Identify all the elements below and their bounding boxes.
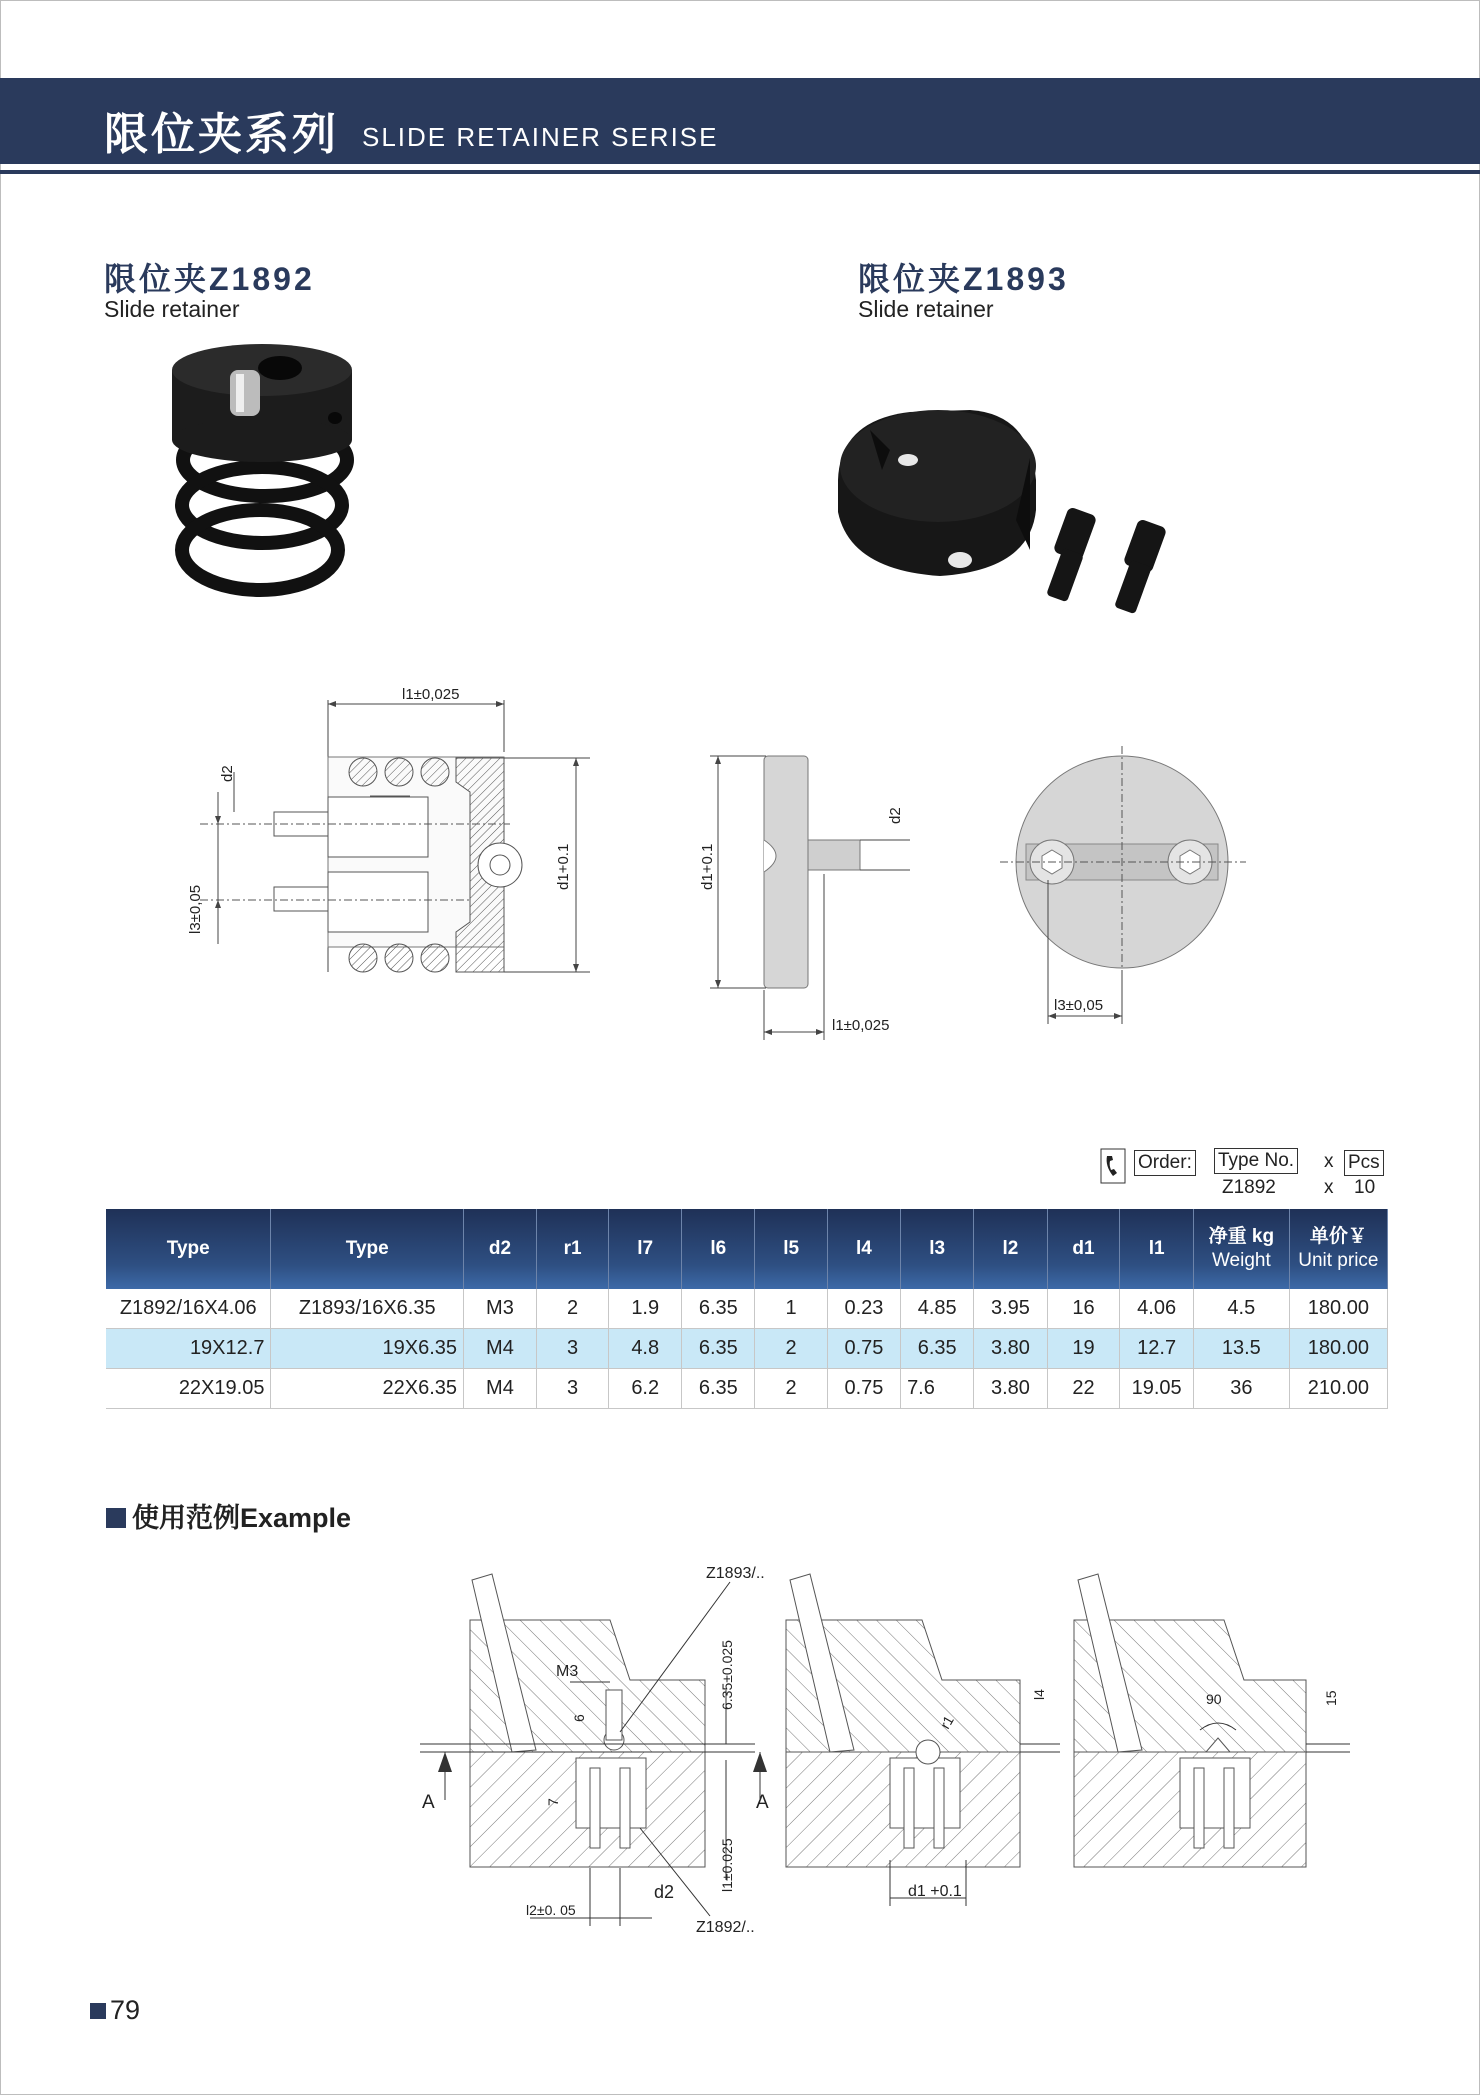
table-row — [106, 1329, 1388, 1369]
product-subtitle-z1892: Slide retainer — [104, 296, 240, 322]
label-d2-side: d2 — [887, 807, 904, 824]
example-assembly-2 — [786, 1574, 1060, 1906]
table-cell: 6.35 — [682, 1289, 755, 1329]
table-cell: 6.2 — [609, 1369, 682, 1409]
label-section-a-left: A — [422, 1792, 435, 1813]
table-cell: 19.05 — [1120, 1369, 1194, 1409]
label-l1-side: l1±0,025 — [832, 1017, 890, 1034]
table-cell: 4.8 — [609, 1329, 682, 1369]
example-assembly-1 — [420, 1574, 755, 1867]
table-row — [106, 1369, 1388, 1409]
example-drawing — [420, 1560, 1360, 1940]
label-l3: l3±0,05 — [187, 884, 204, 934]
label-m3: M3 — [556, 1663, 579, 1680]
label-d1-example: d1 +0.1 — [908, 1883, 962, 1900]
label-seven: 7 — [545, 1798, 561, 1806]
table-cell: 3.95 — [974, 1289, 1047, 1329]
table-cell: 3 — [536, 1329, 608, 1369]
technical-drawing-z1893-top — [990, 740, 1270, 1030]
table-cell: 3.80 — [974, 1369, 1047, 1409]
col-l6: l6 — [682, 1209, 755, 1289]
table-cell: 6.35 — [682, 1369, 755, 1409]
col-l2: l2 — [974, 1209, 1047, 1289]
example-heading: 使用范例Example — [106, 1496, 351, 1535]
col-type-z1892: Type — [106, 1209, 271, 1289]
page-title: 限位夹系列 — [104, 110, 339, 159]
order-type-no-value: Z1892 — [1222, 1177, 1276, 1198]
spec-table — [106, 1209, 1388, 1409]
label-r1: r1 — [936, 1712, 957, 1732]
table-cell: 3 — [536, 1369, 608, 1409]
col-d1: d1 — [1047, 1209, 1120, 1289]
product-photo-z1893 — [830, 400, 1210, 620]
label-d1: d1+0.1 — [555, 843, 572, 890]
table-cell: 19X6.35 — [271, 1329, 464, 1369]
header-rule — [0, 170, 1480, 174]
label-l3-top: l3±0,05 — [1054, 997, 1104, 1014]
table-cell: 36 — [1193, 1369, 1289, 1409]
order-times: x — [1324, 1151, 1334, 1172]
table-cell: 22X6.35 — [271, 1369, 464, 1409]
table-cell: Z1892/16X4.06 — [106, 1289, 271, 1329]
table-row — [106, 1289, 1388, 1329]
order-label: Order: — [1134, 1150, 1196, 1176]
table-cell: 1.9 — [609, 1289, 682, 1329]
col-unit-price: 单价￥ Unit price — [1289, 1209, 1387, 1289]
table-cell: Z1893/16X6.35 — [271, 1289, 464, 1329]
table-cell: 19 — [1047, 1329, 1120, 1369]
table-cell: M3 — [464, 1289, 537, 1329]
label-six: 6 — [571, 1714, 587, 1722]
order-times-2: x — [1324, 1177, 1334, 1198]
table-cell: 2 — [755, 1329, 827, 1369]
table-cell: 6.35 — [901, 1329, 974, 1369]
product-photo-z1892 — [150, 340, 370, 610]
label-l1: l1±0,025 — [402, 686, 460, 703]
table-cell: 19X12.7 — [106, 1329, 271, 1369]
label-l2-tol: l2±0. 05 — [526, 1902, 576, 1918]
table-cell: 210.00 — [1289, 1369, 1387, 1409]
table-cell: 6.35 — [682, 1329, 755, 1369]
col-l4: l4 — [827, 1209, 900, 1289]
order-type-no-label: Type No. — [1214, 1148, 1298, 1174]
label-l4: l4 — [1031, 1689, 1047, 1700]
product-title-z1893: 限位夹Z1893 — [858, 261, 1069, 297]
table-cell: 16 — [1047, 1289, 1120, 1329]
technical-drawing-z1893-side — [680, 740, 920, 1040]
col-r1: r1 — [536, 1209, 608, 1289]
order-pcs-value: 10 — [1354, 1177, 1376, 1198]
table-cell: 13.5 — [1193, 1329, 1289, 1369]
col-d2: d2 — [464, 1209, 537, 1289]
label-l6-tol: 6.35±0.025 — [719, 1640, 735, 1710]
order-pcs-label: Pcs — [1344, 1150, 1384, 1176]
col-l5: l5 — [755, 1209, 827, 1289]
table-cell: M4 — [464, 1329, 537, 1369]
col-l3: l3 — [901, 1209, 974, 1289]
table-cell: 180.00 — [1289, 1289, 1387, 1329]
table-cell: 3.80 — [974, 1329, 1047, 1369]
table-cell: 180.00 — [1289, 1329, 1387, 1369]
label-d2: d2 — [219, 765, 236, 782]
table-cell: 4.85 — [901, 1289, 974, 1329]
col-type-z1893: Type — [271, 1209, 464, 1289]
table-cell: 4.5 — [1193, 1289, 1289, 1329]
table-cell: 2 — [755, 1369, 827, 1409]
label-z1893: Z1893/.. — [706, 1565, 765, 1582]
table-cell: 4.06 — [1120, 1289, 1194, 1329]
label-l1-tol: l1±0.025 — [719, 1838, 735, 1892]
table-cell: 1 — [755, 1289, 827, 1329]
product-title-z1892: 限位夹Z1892 — [104, 261, 315, 297]
label-z1892: Z1892/.. — [696, 1919, 755, 1936]
table-cell: 22X19.05 — [106, 1369, 271, 1409]
page-number-marker — [90, 2003, 106, 2019]
table-cell: M4 — [464, 1369, 537, 1409]
order-example — [1100, 1146, 1400, 1202]
table-cell: 7.6 — [901, 1369, 974, 1409]
page-number: 79 — [90, 1995, 140, 2026]
technical-drawing-z1892 — [170, 672, 590, 982]
col-weight: 净重 kg Weight — [1193, 1209, 1289, 1289]
table-cell: 0.75 — [827, 1369, 900, 1409]
phone-icon — [1100, 1148, 1126, 1184]
table-cell: 0.23 — [827, 1289, 900, 1329]
section-marker — [106, 1508, 126, 1528]
col-l1: l1 — [1120, 1209, 1194, 1289]
label-ninety: 90 — [1206, 1691, 1222, 1707]
label-d1-side: d1+0.1 — [699, 843, 716, 890]
table-cell: 12.7 — [1120, 1329, 1194, 1369]
table-cell: 0.75 — [827, 1329, 900, 1369]
table-cell: 22 — [1047, 1369, 1120, 1409]
product-subtitle-z1893: Slide retainer — [858, 296, 994, 322]
label-fifteen: 15 — [1323, 1690, 1339, 1706]
page-title-english: SLIDE RETAINER SERISE — [362, 122, 719, 152]
table-cell: 2 — [536, 1289, 608, 1329]
label-section-a-right: A — [756, 1792, 769, 1813]
table-header-row — [106, 1209, 1388, 1289]
example-assembly-3 — [1074, 1574, 1350, 1867]
label-d2-example: d2 — [654, 1882, 675, 1902]
col-l7: l7 — [609, 1209, 682, 1289]
